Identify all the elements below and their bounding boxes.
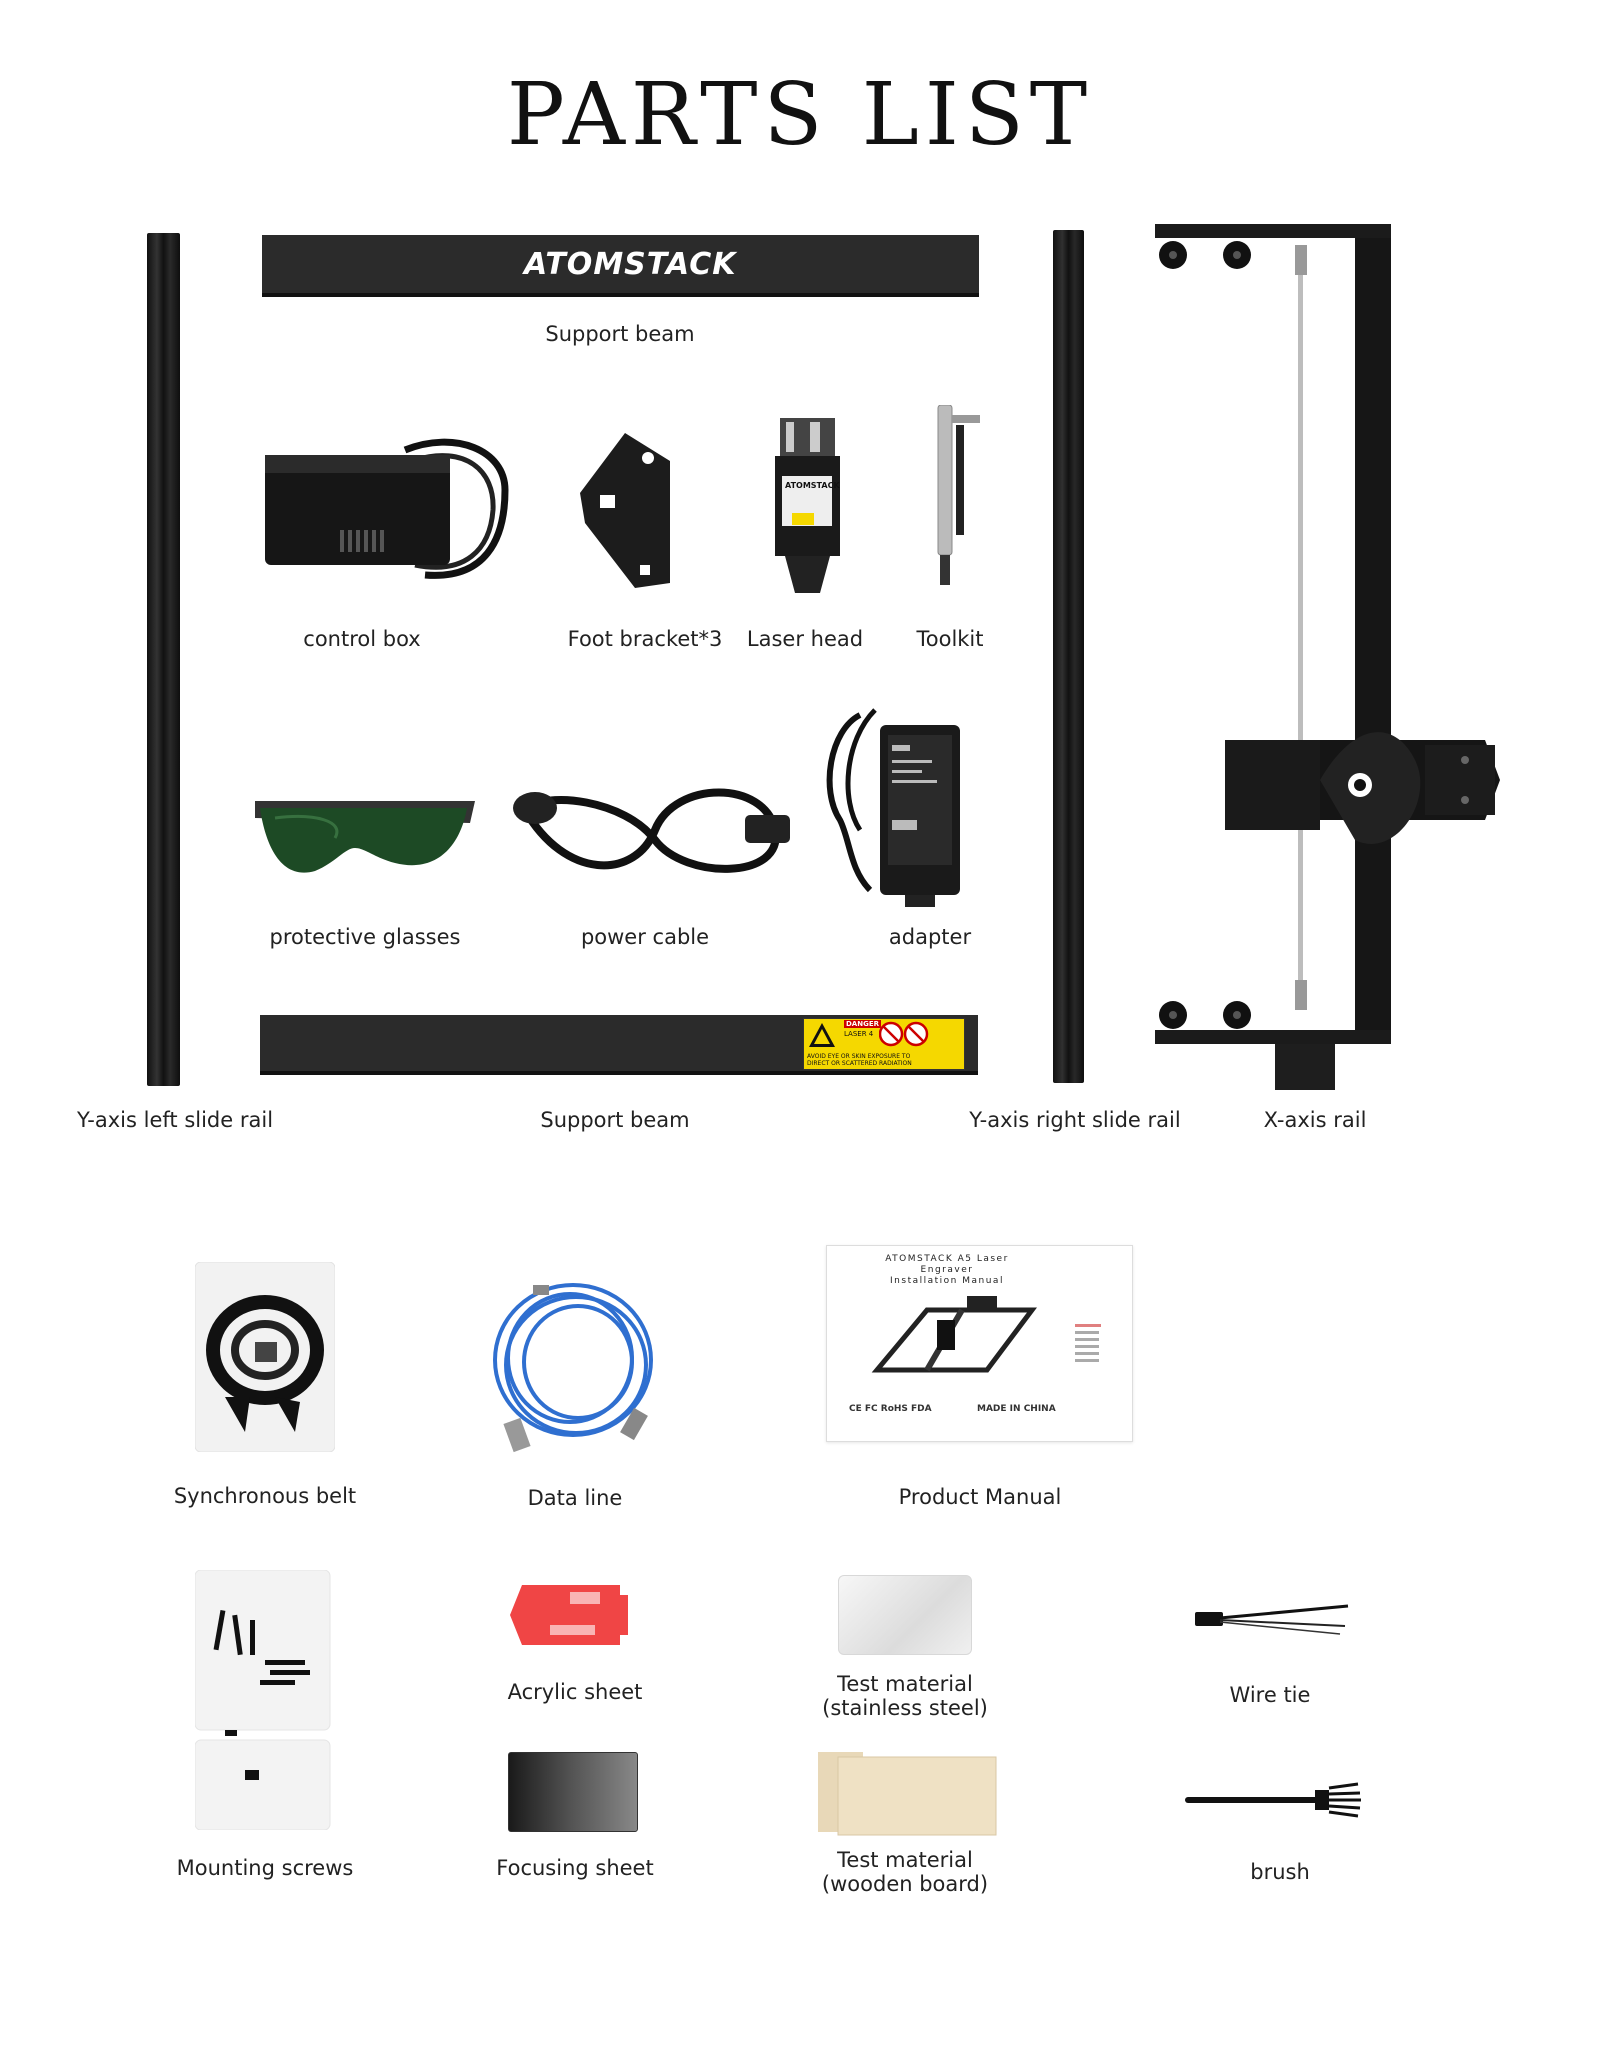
manual-certifications: CE FC RoHS FDA bbox=[849, 1404, 932, 1414]
data-line-image bbox=[478, 1270, 668, 1460]
focusing-sheet-image bbox=[508, 1752, 638, 1832]
acrylic-sheet-label: Acrylic sheet bbox=[507, 1680, 643, 1704]
laser-head-image bbox=[770, 418, 845, 598]
laser-head-label: Laser head bbox=[746, 627, 864, 651]
foot-bracket-image bbox=[580, 433, 675, 593]
wire-tie-label: Wire tie bbox=[1229, 1683, 1311, 1707]
support-beam-bottom-label: Support beam bbox=[540, 1108, 690, 1132]
foot-bracket-label: Foot bracket*3 bbox=[567, 627, 723, 651]
product-manual-label: Product Manual bbox=[898, 1485, 1062, 1509]
no-touch-icon bbox=[879, 1021, 929, 1047]
stainless-steel-label-1: Test material bbox=[837, 1672, 973, 1696]
brush-label: brush bbox=[1250, 1860, 1310, 1884]
laser-warning-label bbox=[803, 1018, 965, 1070]
stainless-steel-sample-image bbox=[838, 1575, 972, 1655]
warning-laser-class: LASER 4 bbox=[844, 1030, 874, 1038]
control-box-image bbox=[255, 430, 520, 590]
product-manual-image bbox=[826, 1245, 1133, 1442]
y-axis-right-rail-image bbox=[1053, 230, 1084, 1083]
warning-text-2: DIRECT OR SCATTERED RADIATION bbox=[807, 1060, 912, 1067]
toolkit-image bbox=[928, 405, 983, 595]
support-beam-top-image bbox=[262, 235, 979, 297]
wooden-board-sample-image bbox=[818, 1752, 998, 1837]
adapter-image bbox=[820, 700, 970, 910]
control-box-label: control box bbox=[303, 627, 421, 651]
synchronous-belt-label: Synchronous belt bbox=[173, 1484, 357, 1508]
adapter-label: adapter bbox=[888, 925, 972, 949]
power-cable-image bbox=[505, 770, 795, 890]
manual-title-line2: Engraver bbox=[920, 1265, 974, 1275]
page-title: PARTS LIST bbox=[506, 65, 1094, 165]
manual-made-in-china: MADE IN CHINA bbox=[977, 1404, 1056, 1414]
y-axis-left-rail-label: Y-axis left slide rail bbox=[76, 1108, 274, 1132]
svg-text:ATOMSTACK: ATOMSTACK bbox=[785, 481, 840, 490]
mounting-screws-image bbox=[195, 1570, 335, 1830]
support-beam-bottom-image bbox=[260, 1015, 978, 1075]
protective-glasses-label: protective glasses bbox=[269, 925, 461, 949]
protective-glasses-image bbox=[255, 793, 475, 878]
stainless-steel-label-2: (stainless steel) bbox=[822, 1696, 988, 1720]
wire-tie-image bbox=[1190, 1598, 1350, 1638]
data-line-label: Data line bbox=[527, 1486, 623, 1510]
manual-language-list bbox=[1075, 1324, 1110, 1364]
synchronous-belt-image bbox=[195, 1262, 335, 1452]
warning-danger-text: DANGER bbox=[846, 1020, 880, 1028]
x-axis-rail-image bbox=[1155, 220, 1525, 1090]
mounting-screws-label: Mounting screws bbox=[176, 1856, 354, 1880]
manual-title-line1: ATOMSTACK A5 Laser bbox=[885, 1254, 1009, 1264]
warning-text-1: AVOID EYE OR SKIN EXPOSURE TO bbox=[807, 1053, 911, 1060]
wooden-board-label-2: (wooden board) bbox=[821, 1872, 989, 1896]
support-beam-top-label: Support beam bbox=[545, 322, 695, 346]
manual-engraver-illustration bbox=[867, 1290, 1037, 1390]
power-cable-label: power cable bbox=[580, 925, 710, 949]
toolkit-label: Toolkit bbox=[916, 627, 984, 651]
acrylic-sheet-image bbox=[510, 1580, 635, 1650]
manual-title-line3: Installation Manual bbox=[890, 1276, 1004, 1286]
atomstack-logo: ATOMSTACK bbox=[524, 247, 737, 282]
y-axis-right-rail-label: Y-axis right slide rail bbox=[969, 1108, 1181, 1132]
wooden-board-label-1: Test material bbox=[837, 1848, 973, 1872]
brush-image bbox=[1180, 1780, 1380, 1820]
warning-triangle-icon bbox=[807, 1021, 837, 1049]
x-axis-rail-label: X-axis rail bbox=[1263, 1108, 1367, 1132]
focusing-sheet-label: Focusing sheet bbox=[496, 1856, 654, 1880]
y-axis-left-rail-image bbox=[147, 233, 180, 1086]
